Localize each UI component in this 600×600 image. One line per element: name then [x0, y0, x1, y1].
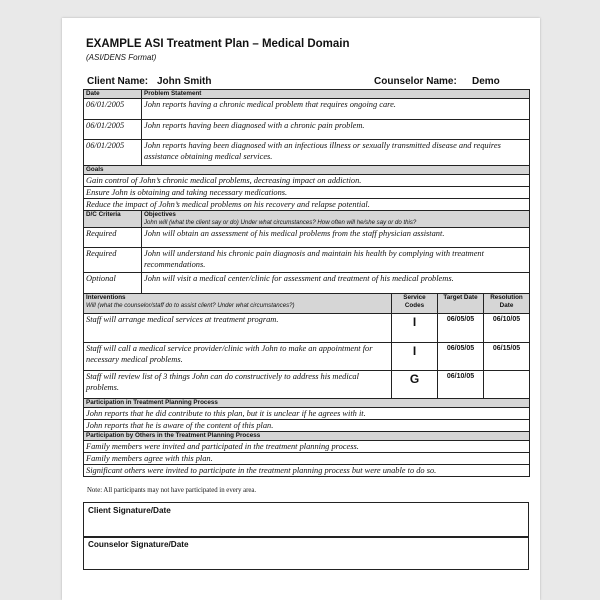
goal-item: Reduce the impact of John’s medical problems on his recovery and relapse potential. [84, 199, 530, 211]
objective-text: John will visit a medical center/clinic for assessment and treatment of his medical problems. [142, 273, 530, 294]
objectives-question: John will (what the client say or do) Under what circumstances? How often will he/she say or do this? [144, 219, 417, 226]
participation-item: John reports that he is aware of the content of this plan. [84, 420, 530, 432]
objectives-header-cell [142, 211, 530, 228]
service-code: G [392, 371, 438, 399]
goals-header: Goals [84, 166, 530, 175]
participation-others-item: Family members agree with this plan. [84, 453, 530, 465]
problem-statement: John reports having a chronic medical problem that requires ongoing care. [142, 99, 530, 120]
participation-others-header: Participation by Others in the Treatment Planning Process [84, 432, 530, 441]
service-codes-header: Service Codes [392, 294, 438, 314]
dc-criteria-value: Required [84, 248, 142, 273]
client-signature-box[interactable] [83, 502, 529, 538]
intervention-text: Staff will arrange medical services at treatment program. [84, 314, 392, 343]
interventions-header-cell [84, 294, 392, 314]
client-name-value: John Smith [157, 76, 212, 87]
resolution-date: 06/15/05 [484, 343, 530, 371]
client-name-label: Client Name: [87, 76, 149, 87]
client-signature-label: Client Signature/Date [88, 506, 171, 515]
target-date: 06/05/05 [438, 343, 484, 371]
treatment-plan-table [83, 89, 530, 477]
resolution-date: 06/10/05 [484, 314, 530, 343]
dc-criteria-header: D/C Criteria [84, 211, 142, 228]
problem-date: 06/01/2005 [84, 140, 142, 166]
participation-header: Participation in Treatment Planning Process [84, 399, 530, 408]
counselor-name-label: Counselor Name: [374, 76, 457, 87]
dc-criteria-value: Required [84, 228, 142, 248]
date-column-header: Date [84, 90, 142, 99]
interventions-question: Will (what the counselor/staff do to assist client? Under what circumstances?) [86, 302, 295, 309]
resolution-date [484, 371, 530, 399]
objectives-header: Objectives [144, 211, 176, 218]
problem-statement: John reports having been diagnosed with a chronic pain problem. [142, 120, 530, 140]
document-title: EXAMPLE ASI Treatment Plan – Medical Domain [86, 38, 350, 50]
counselor-signature-label: Counselor Signature/Date [88, 540, 189, 549]
problem-statement: John reports having been diagnosed with an infectious illness or sexually transmitted disease and requires assistance obtaining medical services. [142, 140, 530, 166]
counselor-name-value: Demo [472, 76, 500, 87]
document-subtitle: (ASI/DENS Format) [86, 53, 157, 62]
problem-date: 06/01/2005 [84, 120, 142, 140]
target-date-header: Target Date [438, 294, 484, 314]
participation-others-item: Significant others were invited to participate in the treatment planning process but were unable to do so. [84, 465, 530, 477]
problem-date: 06/01/2005 [84, 99, 142, 120]
objective-text: John will obtain an assessment of his medical problems from the staff physician assistant. [142, 228, 530, 248]
service-code: I [392, 343, 438, 371]
service-code: I [392, 314, 438, 343]
target-date: 06/10/05 [438, 371, 484, 399]
goal-item: Gain control of John’s chronic medical problems, decreasing impact on addiction. [84, 175, 530, 187]
participation-others-item: Family members were invited and participated in the treatment planning process. [84, 441, 530, 453]
dc-criteria-value: Optional [84, 273, 142, 294]
interventions-header: Interventions [86, 294, 126, 301]
participation-note: Note: All participants may not have participated in every area. [87, 487, 257, 494]
problem-statement-header: Problem Statement [142, 90, 530, 99]
target-date: 06/05/05 [438, 314, 484, 343]
participation-item: John reports that he did contribute to this plan, but it is unclear if he agrees with it. [84, 408, 530, 420]
goal-item: Ensure John is obtaining and taking necessary medications. [84, 187, 530, 199]
objective-text: John will understand his chronic pain diagnosis and maintain his health by complying with treatment recommendations. [142, 248, 530, 273]
document-page [62, 18, 540, 600]
counselor-signature-box[interactable] [83, 536, 529, 570]
intervention-text: Staff will review list of 3 things John can do constructively to address his medical problems. [84, 371, 392, 399]
resolution-date-header: Resolution Date [484, 294, 530, 314]
intervention-text: Staff will call a medical service provider/clinic with John to make an appointment for necessary medical problems. [84, 343, 392, 371]
